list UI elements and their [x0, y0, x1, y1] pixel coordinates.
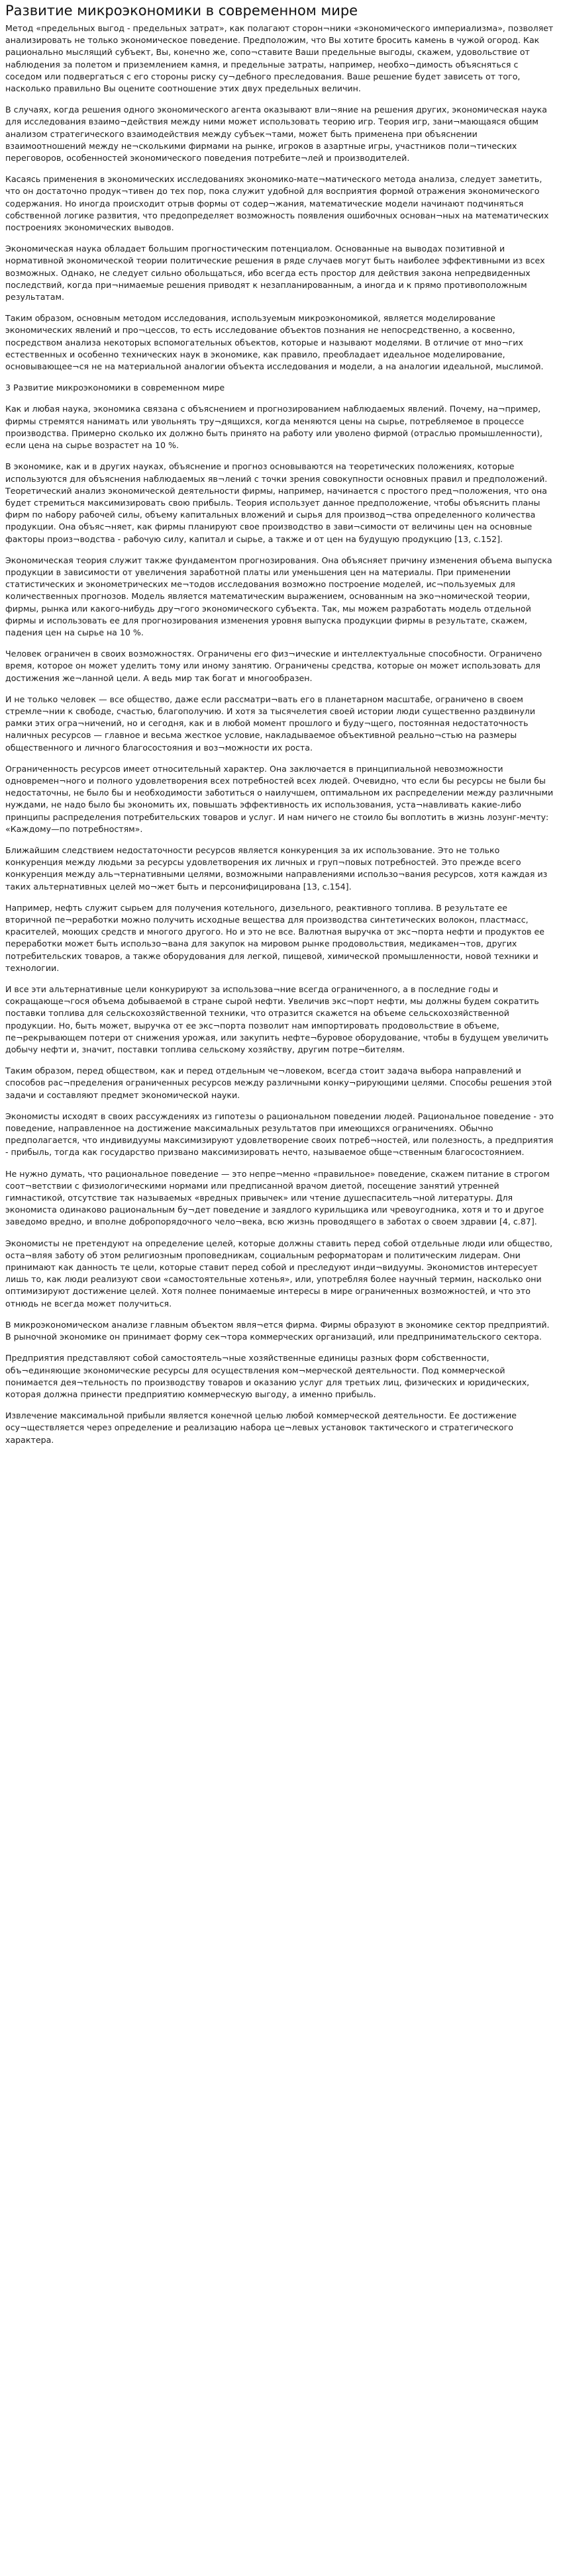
paragraph-15: И все эти альтернативные цели конкурируют за использова¬ние всегда ограниченного, а в последние годы и сокращающе¬гося объема добываемой в стране сырой нефти. Увеличив экс¬порт нефти, мы должны будем сократить поставки топлива для сельскохозяйственной техники, что отразится скажется на объеме сельскохозяйственной продукции. Но, быть может, выручка от ее экс¬порта позволит нам импортировать продовольствие в объеме, пе¬рекрывающем потери от снижения урожая, или закупить нефте¬буровое оборудование, чтобы в будущем увеличить добычу нефти и, значит, поставки топлива сельскому хозяйству, другим потре¬бителям.	[5, 984, 549, 1055]
paragraph-14: Например, нефть служит сырьем для получения котельного, дизельного, реактивного топлива. В результате ее вторичной пе¬реработки можно получить исходные вещества для производства синтетических волокон, пластмасс, красителей, моющих средств и многого другого. Но и это не все. Валютная выручка от экс¬порта нефти и продуктов ее переработки может быть использо¬вана для закупок на мировом рынке продовольствия, медикамен¬тов, других потребительских товаров, а также оборудования для легкой, пищевой, химической промышленности, новой техники и технологии.	[5, 902, 544, 973]
paragraph-1: Метод «предельных выгод - предельных затрат», как полагают сторон¬ники «экономического империализма», позволяет анализировать не только экономическое поведение. Предположим, что Вы хотите бросить камень в чужой огород. Как рационально мыслящий субъект, Вы, конечно же, сопо¬ставите Ваши предельные выгоды, скажем, удовольствие от наблюдения за полетом и приземлением камня, и предельные затраты, например, необхо¬димость объясняться с соседом или подвергаться с его стороны риску су¬дебного преследования. Ваше решение будет зависеть от того, насколько правильно Вы оцените соотношение этих двух предельных величин.	[5, 23, 554, 94]
paragraph-13: Ближайшим следствием недостаточности ресурсов является конкуренция за их использование. Это не только конкуренция между людьми за ресурсы удовлетворения их личных и груп¬повых потребностей. Это прежде всего конкуренция между аль¬тернативными целями, возможными направлениями использо¬вания ресурсов, хотя каждая из таких альтернативных целей мо¬жет быть и персонифицирована [13, c.154].	[5, 845, 548, 892]
paragraph-3: Касаясь применения в экономических исследованиях экономико-мате¬матического метода анализа, следует заметить, что он достаточно продук¬тивен до тех пор, пока служит удобной для восприятия формой отражения экономического содержания. Но иногда происходит отрыв формы от содер¬жания, математические модели начинают подчиняться собственной логике развития, что предопределяет возможность появления ошибочных основан¬ных на математических построениях экономических выводов.	[5, 174, 549, 233]
paragraph-21: Предприятия представляют собой самостоятель¬ные хозяйственные единицы разных форм собственности, объ¬единяющие экономические ресурсы для осуществления ком¬мерческой деятельности. Под коммерческой понимается дея¬тельность по производству товаров и оказанию услуг для третьих лиц, физических и юридических, которая должна принести предприятию коммерческую выгоду, а именно прибыль.	[5, 1353, 530, 1399]
paragraph-4: Экономическая наука обладает большим прогностическим потенциалом. Основанные на выводах позитивной и нормативной экономической теории политические решения в ряде случаев могут быть наиболее эффективными из всех возможных. Однако, не следует сильно обольщаться, ибо всегда есть простор для действия закона непредвиденных последствий, когда при¬нимаемые решения приводят к незапланированным, а иногда и к прямо противоположным результатам.	[5, 244, 545, 302]
section-heading: 3 Развитие микроэкономики в современном мире	[5, 383, 225, 393]
paragraph-20: В микроэкономическом анализе главным объектом явля¬ется фирма. Фирмы образуют в экономике сектор предприятий. В рыночной экономике он принимает форму сек¬тора коммерческих организаций, или предпринимательского сектора.	[5, 1319, 550, 1342]
paragraph-22: Извлечение максимальной прибыли является конечной целью любой коммерческой деятельности. Ее достижение осу¬ществляется через определение и реализацию набора це¬левых установок тактического и стратегического характера.	[5, 1410, 517, 1445]
paragraph-8: В экономике, как и в других науках, объяснение и прогноз основываются на теоретических положениях, которые используются для объяснения наблюдаемых яв¬лений с точки зрения совокупности основных правил и предположений. Теоретический анализ экономической деятельности фирмы, например, начинается с простого пред¬положения, что она будет стремиться максимизировать свою прибыль. Теория использует данное предположение, чтобы объяснить планы фирм по набору рабочей силы, объему капитальных вложений и сырья для производ¬ства определенного количества продукции. Она объяс¬няет, как фирмы планируют свое производство в зави¬симости от величины цен на основные факторы произ¬водства - рабочую силу, капитал и сырье, а также и от цен на будущую продукцию [13, c.152].	[5, 461, 548, 544]
paragraph-5: Таким образом, основным методом исследования, используемым микроэкономикой, является моделирование экономических явлений и про¬цессов, то есть исследование объектов познания не непосредственно, а косвенно, посредством анализа некоторых вспомогательных объектов, которые и называют моделями. В отличие от мно¬гих естественных и особенно технических наук в экономике, как правило, преобладает идеальное моделирование, основывающее¬ся не на материальной аналогии объекта исследования и модели, а на аналогии идеальной, мыслимой.	[5, 313, 544, 372]
paragraph-19: Экономисты не претендуют на определение целей, которые должны ставить перед собой отдельные люди или общество, оста¬вляя заботу об этом религиозным проповедникам, социальным реформаторам и политическим лидерам. Они принимают как данность те цели, которые ставит перед собой и преследуют инди¬видуумы. Экономистов интересует лишь то, как люди реализуют свои «самостоятельные хотенья», или, употребляя более научный термин, насколько они оптимизируют достижение целей. Хотя полнее понимаемые интересы в мире ограниченных возможностей, и что это отнюдь не всегда может получиться.	[5, 1238, 553, 1309]
paragraph-7: Как и любая наука, экономика связана с объяснением и прогнозированием наблюдаемых явлений. Почему, на¬пример, фирмы стремятся нанимать или увольнять тру¬дящихся, когда меняются цены на сырье, потребляемое в процессе производства. Примерно сколько их должно быть принято на работу или уволено фирмой (отраслью промышленности), если цена на сырье возрастет на 10 %.	[5, 404, 542, 451]
paragraph-18: Не нужно думать, что рациональное поведение — это непре¬менно «правильное» поведение, скажем питание в строгом соот¬ветствии с физиологическими нормами или предписанной врачом диетой, посещение занятий утренней гимнастикой, отсутствие так называемых «вредных привычек» или чтение душеспаситель¬ной литературы. Для экономиста одинаково рациональным бу¬дет поведение и заядлого курильщика или чревоугодника, хотя и то и другое заведомо вредно, и вполне добропорядочного чело¬века, всю жизнь проводящего в заботах о своем здравии [4, c.87].	[5, 1168, 550, 1227]
paragraph-10: Человек ограничен в своих возможностях. Ограничены его физ¬ические и интеллектуальные способности. Ограничено время, которое он может уделить тому или иному занятию. Ограничены средства, которые он может использовать для достижения же¬ланной цели. А ведь мир так богат и многообразен.	[5, 649, 542, 683]
paragraph-11: И не только человек — все общество, даже если рассматри¬вать его в планетарном масштабе, ограничено в своем стремле¬нии к свободе, счастью, благополучию. И хотя за тысячелетия своей истории люди существенно раздвинули рамки этих огра¬ничений, но и сегодня, как и в любой момент прошлого и буду¬щего, постоянная недостаточность наличных ресурсов — главное и весьма жесткое условие, накладываемое объективной реально¬стью на размеры общественного и личного благосостояния и воз¬можности их роста.	[5, 694, 536, 753]
paragraph-17: Экономисты исходят в своих рассуждениях из гипотезы о рациональном поведении людей. Рациональное поведение - это поведение, направленное на достижение максимальных результатов при имеющихся ограничениях. Обычно предполагается, что индивидуумы максимизируют удовлетворение своих потреб¬ностей, или полезность, а предприятия - прибыль, тогда как государство призвано максимизировать нечто, называемое обще¬ственным благосостоянием.	[5, 1111, 554, 1158]
paragraph-12: Ограниченность ресурсов имеет относительный характер. Она заключается в принципиальной невозможности одновремен¬ного и полного удовлетворения всех потребностей всех людей. Очевидно, что если бы ресурсы не были бы недостаточны, не было бы и необходимости заботиться о наилучшем, оптимальном их распределении между различными нуждами, не надо было бы экономить их, повышать эффективность их использования, уста¬навливать какие-либо принципы распределения потребительских товаров и услуг. И нам ничего не стоило бы воплотить в жизнь лозунг-мечту: «Каждому—по потребностям».	[5, 763, 554, 834]
paragraph-16: Таким образом, перед обществом, как и перед отдельным че¬ловеком, всегда стоит задача выбора направлений и способов рас¬пределения ограниченных ресурсов между различными конку¬рирующими целями. Способы решения этой задачи и составляют предмет экономической науки.	[5, 1066, 552, 1100]
page-title: Развитие микроэкономики в современном мире	[5, 3, 358, 19]
paragraph-9: Экономическая теория служит также фундаментом прогнозирования. Она объясняет причину изменения объема выпуска продукции в зависимости от увеличения заработной платы или уменьшения цен на материалы. При применении статистических и эконометрических ме¬тодов исследования возможно построение моделей, ис¬пользуемых для количественных прогнозов. Модель является математическим выражением, основанным на эко¬номической теории, фирмы, рынка или какого-нибудь дру¬гого экономического субъекта. Так, мы можем разработать модель отдельной фирмы и использовать ее для прогнозирования изменения уровня выпуска продукции фирмы в результате, скажем, падения цен на сырье на 10 %.	[5, 555, 552, 637]
paragraph-2: В случаях, когда решения одного экономического агента оказывают вли¬яние на решения других, экономическая наука для исследования взаимо¬действия между ними может использовать теорию игр. Теория игр, зани¬мающаяся общим анализом стратегического взаимодействия между субъек¬тами, может быть применена при объяснении взаимоотношений между не¬сколькими фирмами на рынке, игроков в азартные игры, участников поли¬тических переговоров, особенностей экономического поведения потребите¬лей и производителей.	[5, 105, 547, 163]
